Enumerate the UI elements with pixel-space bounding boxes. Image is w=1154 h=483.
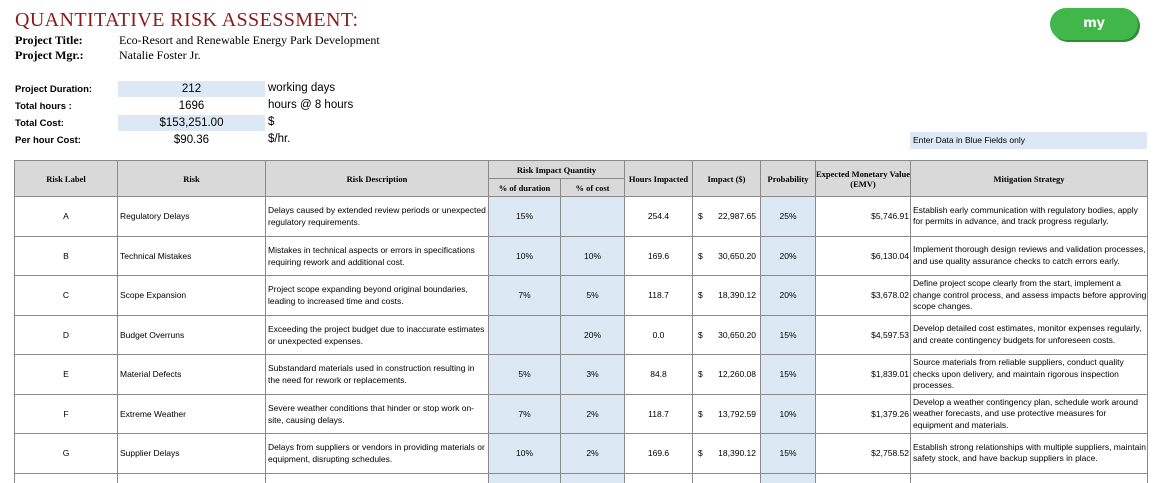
pct-duration-field[interactable]: 7% bbox=[489, 394, 561, 434]
impact-cell bbox=[693, 355, 761, 395]
empty-cell bbox=[118, 473, 266, 483]
table-row bbox=[15, 276, 1148, 316]
hours-impacted-cell: 118.7 bbox=[625, 394, 693, 434]
risk-description-cell: Delays from suppliers or vendors in providing materials or equipment, disrupting schedules. bbox=[266, 434, 489, 474]
instruction-note: Enter Data in Blue Fields only bbox=[910, 132, 1147, 149]
impact-amount: 12,260.08 bbox=[718, 369, 756, 380]
risk-description-cell: Substandard materials used in construction resulting in the need for rework or replacements. bbox=[266, 355, 489, 395]
empty-cell bbox=[561, 473, 625, 483]
risk-table bbox=[14, 160, 1148, 483]
project-mgr-value[interactable]: Natalie Foster Jr. bbox=[119, 48, 201, 62]
table-row bbox=[15, 434, 1148, 474]
empty-cell bbox=[625, 473, 693, 483]
header-impact-quantity: Risk Impact Quantity bbox=[489, 161, 625, 179]
risk-description-cell: Project scope expanding beyond original boundaries, leading to increased time and costs. bbox=[266, 276, 489, 316]
risk-name-cell: Technical Mistakes bbox=[118, 236, 266, 276]
mitigation-cell: Implement thorough design reviews and validation processes, and use quality assurance checks to catch errors early. bbox=[911, 236, 1148, 276]
header-impact: Impact ($) bbox=[693, 161, 761, 197]
empty-cell bbox=[693, 473, 761, 483]
empty-cell bbox=[489, 473, 561, 483]
risk-name-cell: Budget Overruns bbox=[118, 315, 266, 355]
hours-impacted-cell: 169.6 bbox=[625, 236, 693, 276]
table-row bbox=[15, 315, 1148, 355]
page-title: QUANTITATIVE RISK ASSESSMENT: bbox=[15, 9, 359, 31]
impact-cell bbox=[693, 315, 761, 355]
duration-field[interactable]: 212 bbox=[118, 81, 265, 97]
duration-unit: working days bbox=[268, 82, 336, 94]
impact-currency: $ bbox=[698, 408, 703, 419]
risk-label-cell: E bbox=[15, 355, 118, 395]
impact-currency: $ bbox=[698, 329, 703, 340]
project-mgr-label: Project Mgr.: bbox=[15, 48, 84, 62]
emv-cell: $2,758.52 bbox=[816, 434, 911, 474]
pct-cost-field[interactable]: 2% bbox=[561, 434, 625, 474]
risk-description-cell: Exceeding the project budget due to inaccurate estimates or unexpected expenses. bbox=[266, 315, 489, 355]
project-title-value[interactable]: Eco-Resort and Renewable Energy Park Development bbox=[119, 33, 380, 47]
impact-amount: 30,650.20 bbox=[718, 329, 756, 340]
risk-label-cell: G bbox=[15, 434, 118, 474]
hours-unit: hours @ 8 hours bbox=[268, 99, 354, 111]
emv-cell: $1,839.01 bbox=[816, 355, 911, 395]
header-pct-duration: % of duration bbox=[489, 179, 561, 197]
header-risk: Risk bbox=[118, 161, 266, 197]
header-pct-cost: % of cost bbox=[561, 179, 625, 197]
hours-impacted-cell: 169.6 bbox=[625, 434, 693, 474]
probability-field[interactable]: 25% bbox=[761, 197, 816, 237]
risk-name-cell: Material Defects bbox=[118, 355, 266, 395]
hours-impacted-cell: 254.4 bbox=[625, 197, 693, 237]
risk-name-cell: Regulatory Delays bbox=[118, 197, 266, 237]
cost-label: Total Cost: bbox=[15, 118, 64, 129]
probability-field[interactable]: 15% bbox=[761, 315, 816, 355]
hours-label: Total hours : bbox=[15, 101, 72, 112]
header-emv: Expected Monetary Value (EMV) bbox=[816, 161, 911, 197]
header-probability: Probability bbox=[761, 161, 816, 197]
impact-amount: 18,390.12 bbox=[718, 290, 756, 301]
impact-currency: $ bbox=[698, 211, 703, 222]
pct-duration-field[interactable]: 10% bbox=[489, 434, 561, 474]
header-hours: Hours Impacted bbox=[625, 161, 693, 197]
mitigation-cell: Develop a weather contingency plan, schedule work around weather forecasts, and use protective measures for equipment and materials. bbox=[911, 394, 1148, 434]
impact-amount: 22,987.65 bbox=[718, 211, 756, 222]
hours-impacted-cell: 0.0 bbox=[625, 315, 693, 355]
pct-cost-field[interactable]: 20% bbox=[561, 315, 625, 355]
impact-currency: $ bbox=[698, 290, 703, 301]
risk-name-cell: Supplier Delays bbox=[118, 434, 266, 474]
probability-field[interactable]: 15% bbox=[761, 434, 816, 474]
empty-cell bbox=[266, 473, 489, 483]
pct-duration-field[interactable]: 7% bbox=[489, 276, 561, 316]
impact-cell bbox=[693, 236, 761, 276]
duration-label: Project Duration: bbox=[15, 84, 93, 95]
cost-field[interactable]: $153,251.00 bbox=[118, 115, 265, 131]
impact-cell bbox=[693, 276, 761, 316]
pct-cost-field[interactable]: 10% bbox=[561, 236, 625, 276]
pct-cost-field[interactable]: 3% bbox=[561, 355, 625, 395]
mitigation-cell: Source materials from reliable suppliers, conduct quality checks upon delivery, and maintain rigorous inspection processes. bbox=[911, 355, 1148, 395]
table-row bbox=[15, 355, 1148, 395]
pct-duration-field[interactable]: 5% bbox=[489, 355, 561, 395]
header-risk-label: Risk Label bbox=[15, 161, 118, 197]
emv-cell: $5,746.91 bbox=[816, 197, 911, 237]
pct-duration-field[interactable]: 15% bbox=[489, 197, 561, 237]
risk-label-cell: D bbox=[15, 315, 118, 355]
emv-cell: $3,678.02 bbox=[816, 276, 911, 316]
empty-cell bbox=[15, 473, 118, 483]
pct-cost-field[interactable]: 2% bbox=[561, 394, 625, 434]
hours-impacted-cell: 84.8 bbox=[625, 355, 693, 395]
risk-label-cell: A bbox=[15, 197, 118, 237]
risk-label-cell: B bbox=[15, 236, 118, 276]
table-row bbox=[15, 236, 1148, 276]
cost-unit: $ bbox=[268, 116, 275, 128]
hours-value: 1696 bbox=[178, 100, 205, 112]
impact-currency: $ bbox=[698, 369, 703, 380]
impact-amount: 30,650.20 bbox=[718, 250, 756, 261]
risk-name-cell: Extreme Weather bbox=[118, 394, 266, 434]
risk-description-cell: Delays caused by extended review periods or unexpected regulatory requirements. bbox=[266, 197, 489, 237]
pct-cost-field[interactable] bbox=[561, 197, 625, 237]
impact-amount: 18,390.12 bbox=[718, 448, 756, 459]
emv-cell: $4,597.53 bbox=[816, 315, 911, 355]
probability-field[interactable]: 10% bbox=[761, 394, 816, 434]
perhour-label: Per hour Cost: bbox=[15, 135, 81, 146]
company-logo: my company bbox=[1050, 8, 1138, 40]
risk-name-cell: Scope Expansion bbox=[118, 276, 266, 316]
project-title-label: Project Title: bbox=[15, 33, 83, 47]
header-description: Risk Description bbox=[266, 161, 489, 197]
risk-label-cell: C bbox=[15, 276, 118, 316]
pct-duration-field[interactable] bbox=[489, 315, 561, 355]
hours-impacted-cell: 118.7 bbox=[625, 276, 693, 316]
impact-currency: $ bbox=[698, 250, 703, 261]
mitigation-cell: Establish strong relationships with multiple suppliers, maintain safety stock, and have backup suppliers in place. bbox=[911, 434, 1148, 474]
impact-amount: 13,792.59 bbox=[718, 408, 756, 419]
perhour-value: $90.36 bbox=[173, 134, 210, 146]
impact-currency: $ bbox=[698, 448, 703, 459]
empty-cell bbox=[816, 473, 911, 483]
header-mitigation: Mitigation Strategy bbox=[911, 161, 1148, 197]
risk-label-cell: F bbox=[15, 394, 118, 434]
probability-field[interactable]: 15% bbox=[761, 355, 816, 395]
impact-cell bbox=[693, 197, 761, 237]
risk-description-cell: Severe weather conditions that hinder or stop work on-site, causing delays. bbox=[266, 394, 489, 434]
mitigation-cell: Define project scope clearly from the start, implement a change control process, and assess impacts before approving scope changes. bbox=[911, 276, 1148, 316]
impact-cell bbox=[693, 394, 761, 434]
emv-cell: $1,379.26 bbox=[816, 394, 911, 434]
mitigation-cell: Develop detailed cost estimates, monitor expenses regularly, and create contingency budgets for unforeseen costs. bbox=[911, 315, 1148, 355]
table-row-empty bbox=[15, 473, 1148, 483]
probability-field[interactable]: 20% bbox=[761, 236, 816, 276]
probability-field[interactable]: 20% bbox=[761, 276, 816, 316]
empty-cell bbox=[911, 473, 1148, 483]
table-row bbox=[15, 197, 1148, 237]
impact-cell bbox=[693, 434, 761, 474]
empty-cell bbox=[761, 473, 816, 483]
perhour-unit: $/hr. bbox=[268, 133, 291, 145]
risk-description-cell: Mistakes in technical aspects or errors in specifications requiring rework and additional cost. bbox=[266, 236, 489, 276]
mitigation-cell: Establish early communication with regulatory bodies, apply for permits in advance, and track progress regularly. bbox=[911, 197, 1148, 237]
emv-cell: $6,130.04 bbox=[816, 236, 911, 276]
table-row bbox=[15, 394, 1148, 434]
pct-cost-field[interactable]: 5% bbox=[561, 276, 625, 316]
pct-duration-field[interactable]: 10% bbox=[489, 236, 561, 276]
